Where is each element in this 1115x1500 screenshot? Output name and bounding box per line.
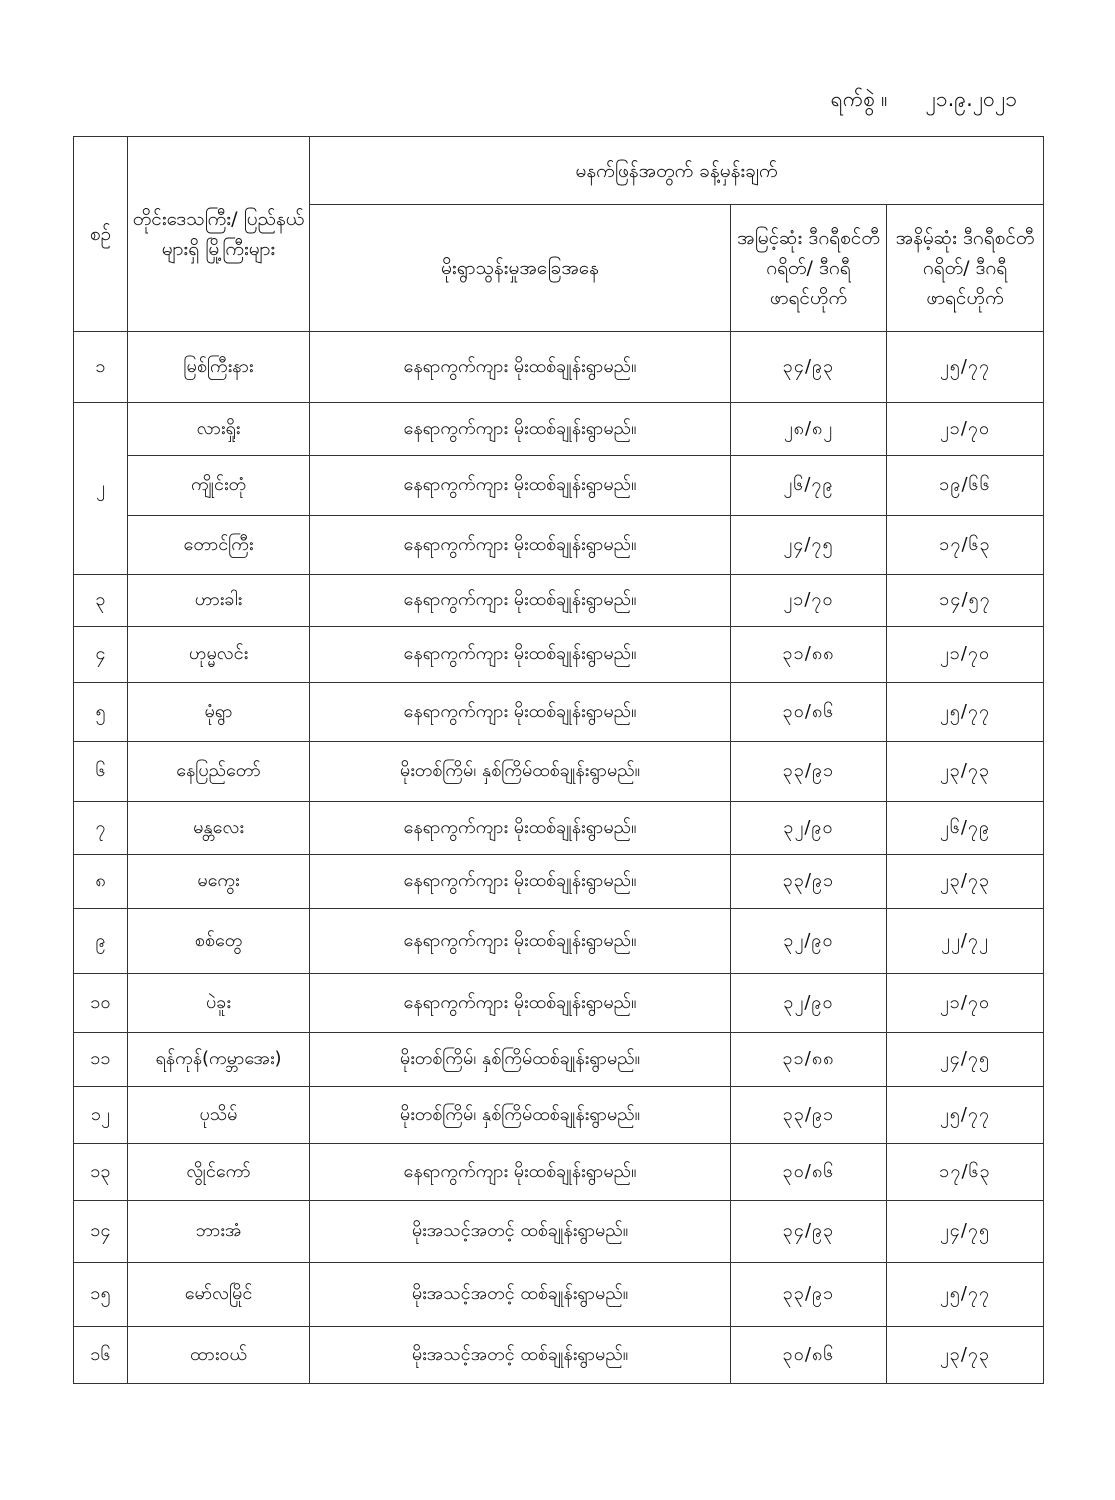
min-temp: ၂၃/၇၃ bbox=[887, 855, 1044, 909]
table-row bbox=[74, 627, 1044, 683]
table-row bbox=[74, 683, 1044, 742]
condition-text: နေရာကွက်ကျား မိုးထစ်ချုန်းရွာမည်။ bbox=[310, 627, 731, 683]
row-number: ၇ bbox=[74, 802, 128, 855]
row-number: ၈ bbox=[74, 855, 128, 909]
condition-text: နေရာကွက်ကျား မိုးထစ်ချုန်းရွာမည်။ bbox=[310, 802, 731, 855]
min-temp: ၂၁/၇၀ bbox=[887, 403, 1044, 456]
max-temp: ၃၂/၉၀ bbox=[731, 802, 887, 855]
max-temp: ၃၀/၈၆ bbox=[731, 1144, 887, 1201]
table-row bbox=[74, 1327, 1044, 1384]
condition-text: နေရာကွက်ကျား မိုးထစ်ချုန်းရွာမည်။ bbox=[310, 974, 731, 1033]
row-number: ၂ bbox=[74, 403, 128, 575]
city-name: မြစ်ကြီးနား bbox=[128, 332, 310, 403]
row-number: ၁၅ bbox=[74, 1263, 128, 1327]
table-row bbox=[74, 456, 1044, 516]
table-row bbox=[74, 1144, 1044, 1201]
min-temp: ၂၄/၇၅ bbox=[887, 1201, 1044, 1263]
row-number: ၆ bbox=[74, 742, 128, 802]
table-row bbox=[74, 1087, 1044, 1144]
max-temp: ၂၆/၇၉ bbox=[731, 456, 887, 516]
header-condition: မိုးရွာသွန်းမှုအခြေအနေ bbox=[310, 205, 731, 332]
min-temp: ၂၅/၇၇ bbox=[887, 332, 1044, 403]
condition-text: နေရာကွက်ကျား မိုးထစ်ချုန်းရွာမည်။ bbox=[310, 683, 731, 742]
max-temp: ၃၃/၉၁ bbox=[731, 855, 887, 909]
city-name: လားရှိုး bbox=[128, 403, 310, 456]
min-temp: ၂၃/၇၃ bbox=[887, 1327, 1044, 1384]
forecast-table bbox=[73, 136, 1044, 1384]
city-name: စစ်တွေ bbox=[128, 909, 310, 974]
city-name: ကျိုင်းတုံ bbox=[128, 456, 310, 516]
table-row bbox=[74, 516, 1044, 575]
city-name: ဟားခါး bbox=[128, 575, 310, 627]
condition-text: နေရာကွက်ကျား မိုးထစ်ချုန်းရွာမည်။ bbox=[310, 516, 731, 575]
city-name: ဟုမ္မလင်း bbox=[128, 627, 310, 683]
condition-text: နေရာကွက်ကျား မိုးထစ်ချုန်းရွာမည်။ bbox=[310, 403, 731, 456]
city-name: ဘားအံ bbox=[128, 1201, 310, 1263]
city-name: ရန်ကုန်(ကမ္ဘာအေး) bbox=[128, 1033, 310, 1087]
table-row bbox=[74, 974, 1044, 1033]
city-name: နေပြည်တော် bbox=[128, 742, 310, 802]
max-temp: ၃၁/၈၈ bbox=[731, 627, 887, 683]
date-value: ၂၁.၉.၂၀၂၁ bbox=[925, 87, 1017, 111]
header-city: တိုင်းဒေသကြီး/ ပြည်နယ်များရှိ မြို့ကြီးများ bbox=[128, 137, 310, 332]
city-name: ပဲခူး bbox=[128, 974, 310, 1033]
row-number: ၃ bbox=[74, 575, 128, 627]
min-temp: ၂၂/၇၂ bbox=[887, 909, 1044, 974]
min-temp: ၂၆/၇၉ bbox=[887, 802, 1044, 855]
condition-text: မိုးတစ်ကြိမ်၊ နှစ်ကြိမ်ထစ်ချုန်းရွာမည်။ bbox=[310, 1033, 731, 1087]
row-number: ၉ bbox=[74, 909, 128, 974]
table-row bbox=[74, 403, 1044, 456]
table-row bbox=[74, 332, 1044, 403]
max-temp: ၃၃/၉၁ bbox=[731, 742, 887, 802]
table-row bbox=[74, 1263, 1044, 1327]
condition-text: မိုးအသင့်အတင့် ထစ်ချုန်းရွာမည်။ bbox=[310, 1327, 731, 1384]
max-temp: ၃၄/၉၃ bbox=[731, 1201, 887, 1263]
min-temp: ၁၉/၆၆ bbox=[887, 456, 1044, 516]
max-temp: ၃၂/၉၀ bbox=[731, 974, 887, 1033]
header-forecast-group: မနက်ဖြန်အတွက် ခန့်မှန်းချက် bbox=[310, 137, 1044, 205]
city-name: လွိုင်ကော် bbox=[128, 1144, 310, 1201]
row-number: ၄ bbox=[74, 627, 128, 683]
max-temp: ၃၂/၉၀ bbox=[731, 909, 887, 974]
row-number: ၁၂ bbox=[74, 1087, 128, 1144]
row-number: ၁၀ bbox=[74, 974, 128, 1033]
table-row bbox=[74, 802, 1044, 855]
header-min-temp: အနိမ့်ဆုံး ဒီဂရီစင်တီဂရိတ်/ ဒီဂရီဖာရင်ဟိုက် bbox=[887, 205, 1044, 332]
table-row bbox=[74, 855, 1044, 909]
min-temp: ၂၅/၇၇ bbox=[887, 683, 1044, 742]
min-temp: ၂၁/၇၀ bbox=[887, 627, 1044, 683]
row-number: ၁၄ bbox=[74, 1201, 128, 1263]
max-temp: ၃၃/၉၁ bbox=[731, 1087, 887, 1144]
min-temp: ၂၄/၇၅ bbox=[887, 1033, 1044, 1087]
city-name: မန္တလေး bbox=[128, 802, 310, 855]
min-temp: ၁၇/၆၃ bbox=[887, 516, 1044, 575]
max-temp: ၃၀/၈၆ bbox=[731, 683, 887, 742]
row-number: ၅ bbox=[74, 683, 128, 742]
condition-text: မိုးအသင့်အတင့် ထစ်ချုန်းရွာမည်။ bbox=[310, 1263, 731, 1327]
condition-text: နေရာကွက်ကျား မိုးထစ်ချုန်းရွာမည်။ bbox=[310, 909, 731, 974]
condition-text: နေရာကွက်ကျား မိုးထစ်ချုန်းရွာမည်။ bbox=[310, 456, 731, 516]
max-temp: ၃၃/၉၁ bbox=[731, 1263, 887, 1327]
condition-text: မိုးတစ်ကြိမ်၊ နှစ်ကြိမ်ထစ်ချုန်းရွာမည်။ bbox=[310, 1087, 731, 1144]
city-name: မကွေး bbox=[128, 855, 310, 909]
max-temp: ၂၄/၇၅ bbox=[731, 516, 887, 575]
header-no: စဉ် bbox=[74, 137, 128, 332]
max-temp: ၂၈/၈၂ bbox=[731, 403, 887, 456]
city-name: ပုသိမ် bbox=[128, 1087, 310, 1144]
max-temp: ၃၀/၈၆ bbox=[731, 1327, 887, 1384]
condition-text: နေရာကွက်ကျား မိုးထစ်ချုန်းရွာမည်။ bbox=[310, 855, 731, 909]
header-max-temp: အမြင့်ဆုံး ဒီဂရီစင်တီဂရိတ်/ ဒီဂရီဖာရင်ဟိုက် bbox=[731, 205, 887, 332]
city-name: မုံရွာ bbox=[128, 683, 310, 742]
min-temp: ၂၅/၇၇ bbox=[887, 1087, 1044, 1144]
condition-text: နေရာကွက်ကျား မိုးထစ်ချုန်းရွာမည်။ bbox=[310, 1144, 731, 1201]
row-number: ၁၆ bbox=[74, 1327, 128, 1384]
date-label: ရက်စွဲ bbox=[830, 87, 876, 111]
table-row bbox=[74, 575, 1044, 627]
min-temp: ၂၁/၇၀ bbox=[887, 974, 1044, 1033]
row-number: ၁ bbox=[74, 332, 128, 403]
table-row bbox=[74, 1033, 1044, 1087]
min-temp: ၁၇/၆၃ bbox=[887, 1144, 1044, 1201]
max-temp: ၃၄/၉၃ bbox=[731, 332, 887, 403]
table-row bbox=[74, 1201, 1044, 1263]
date-line bbox=[831, 86, 1017, 117]
min-temp: ၁၄/၅၇ bbox=[887, 575, 1044, 627]
max-temp: ၂၁/၇၀ bbox=[731, 575, 887, 627]
table-row bbox=[74, 742, 1044, 802]
city-name: တောင်ကြီး bbox=[128, 516, 310, 575]
condition-text: နေရာကွက်ကျား မိုးထစ်ချုန်းရွာမည်။ bbox=[310, 575, 731, 627]
row-number: ၁၁ bbox=[74, 1033, 128, 1087]
table-row bbox=[74, 909, 1044, 974]
condition-text: မိုးတစ်ကြိမ်၊ နှစ်ကြိမ်ထစ်ချုန်းရွာမည်။ bbox=[310, 742, 731, 802]
min-temp: ၂၅/၇၇ bbox=[887, 1263, 1044, 1327]
max-temp: ၃၁/၈၈ bbox=[731, 1033, 887, 1087]
condition-text: နေရာကွက်ကျား မိုးထစ်ချုန်းရွာမည်။ bbox=[310, 332, 731, 403]
date-separator: ။ bbox=[881, 87, 888, 111]
row-number: ၁၃ bbox=[74, 1144, 128, 1201]
city-name: မော်လမြိုင် bbox=[128, 1263, 310, 1327]
min-temp: ၂၃/၇၃ bbox=[887, 742, 1044, 802]
condition-text: မိုးအသင့်အတင့် ထစ်ချုန်းရွာမည်။ bbox=[310, 1201, 731, 1263]
city-name: ထားဝယ် bbox=[128, 1327, 310, 1384]
